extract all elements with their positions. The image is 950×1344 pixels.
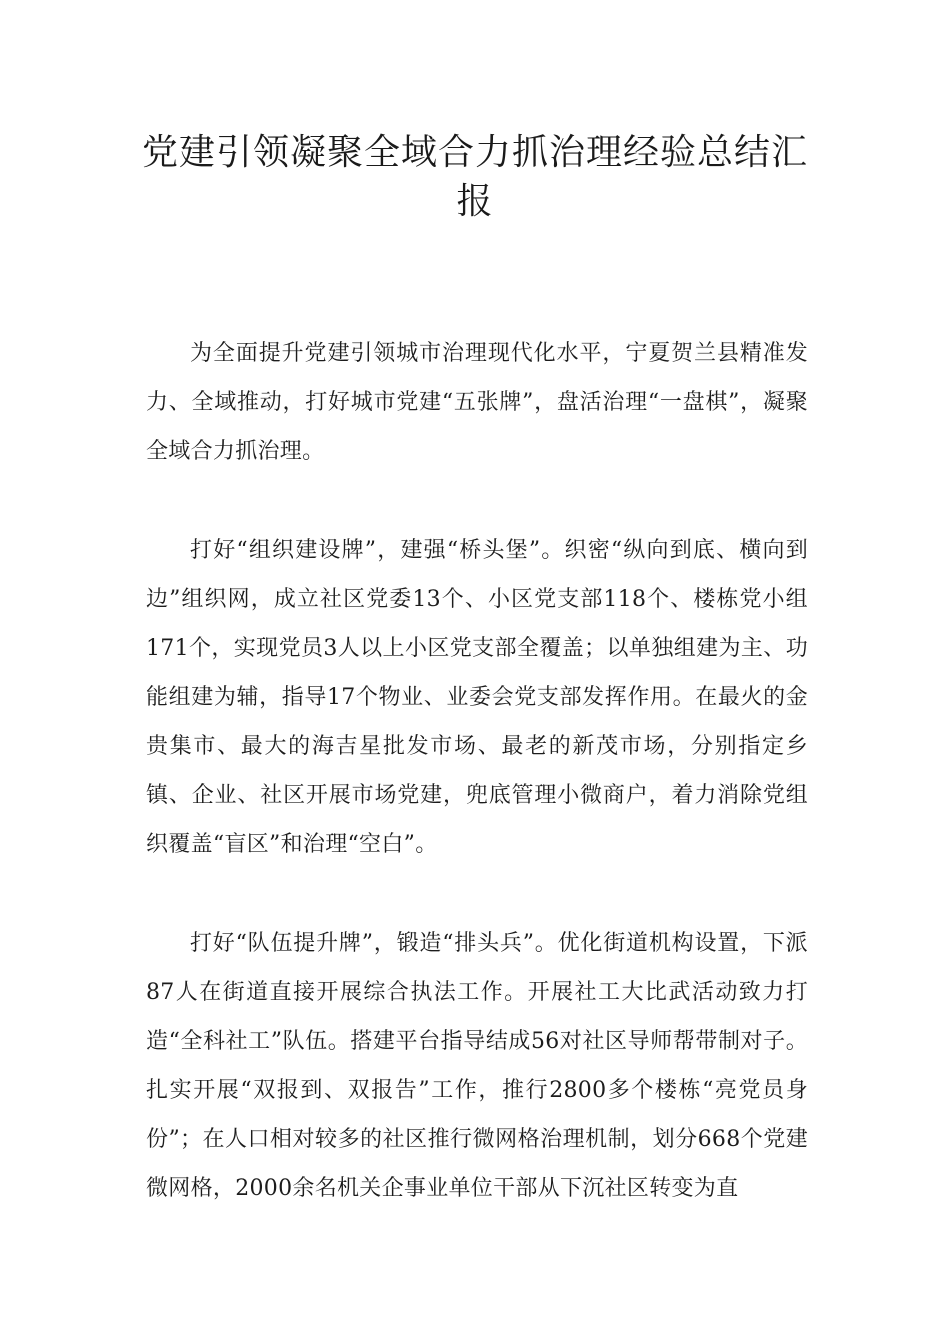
paragraph-team: 打好“队伍提升牌”，锻造“排头兵”。优化街道机构设置，下派87人在街道直接开展综合执法工作。开展社工大比武活动致力打造“全科社工”队伍。搭建平台指导结成56对社区导师帮带制对子。扎实开展“双报到、双报告”工作，推行2800多个楼栋“亮党员身份”；在人口相对较多的社区推行微网格治理机制，划分668个党建微网格，2000余名机关企事业单位干部从下沉社区转变为直 <box>146 931 808 1201</box>
document-title: 党建引领凝聚全域合力抓治理经验总结汇报 <box>141 132 808 222</box>
paragraph-organization: 打好“组织建设牌”，建强“桥头堡”。织密“纵向到底、横向到边”组织网，成立社区党委13个、小区党支部118个、楼栋党小组171个，实现党员3人以上小区党支部全覆盖；以单独组建为主、功能组建为辅，指导17个物业、业委会党支部发挥作用。在最火的金贵集市、最大的海吉星批发市场、最老的新茂市场，分别指定乡镇、企业、社区开展市场党建，兜底管理小微商户，着力消除党组织覆盖“盲区”和治理“空白”。 <box>146 538 808 857</box>
paragraph-intro: 为全面提升党建引领城市治理现代化水平，宁夏贺兰县精准发力、全域推动，打好城市党建“五张牌”，盘活治理“一盘棋”，凝聚全域合力抓治理。 <box>146 341 808 464</box>
